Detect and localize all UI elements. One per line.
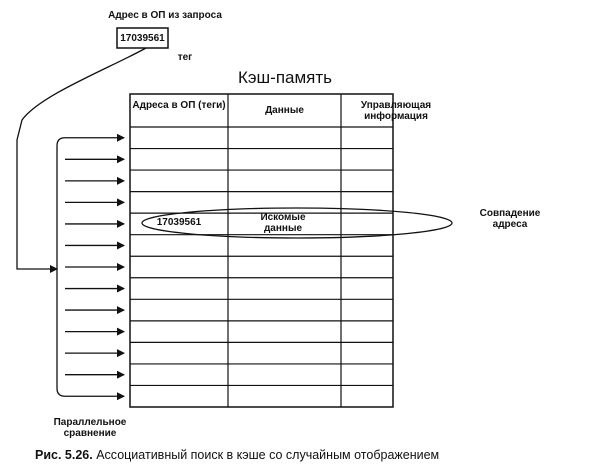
- header-control: Управляющая информация: [360, 100, 432, 122]
- header-address: Адреса в ОП (теги): [132, 100, 226, 111]
- request-label: Адрес в ОП из запроса: [108, 10, 222, 21]
- compare-bus-line: [57, 138, 65, 396]
- cache-table: [130, 94, 393, 407]
- match-data: Искомые данные: [260, 212, 306, 234]
- header-data: Данные: [265, 105, 304, 116]
- parallel-compare-arrows: [57, 138, 124, 396]
- tag-connector-line: [17, 48, 146, 269]
- table-border: [130, 94, 393, 407]
- caption-text: Ассоциативный поиск в кэше со случайным отображением: [96, 448, 440, 462]
- caption-number: Рис. 5.26.: [35, 448, 93, 462]
- tag-label: тег: [177, 52, 193, 63]
- figure-caption: [35, 448, 575, 462]
- parallel-label: Параллельное сравнение: [53, 417, 127, 439]
- request-address: 17039561: [120, 33, 165, 44]
- match-address: 17039561: [156, 217, 202, 228]
- cache-title: Кэш-память: [237, 68, 333, 87]
- match-label: Совпадение адреса: [479, 208, 541, 230]
